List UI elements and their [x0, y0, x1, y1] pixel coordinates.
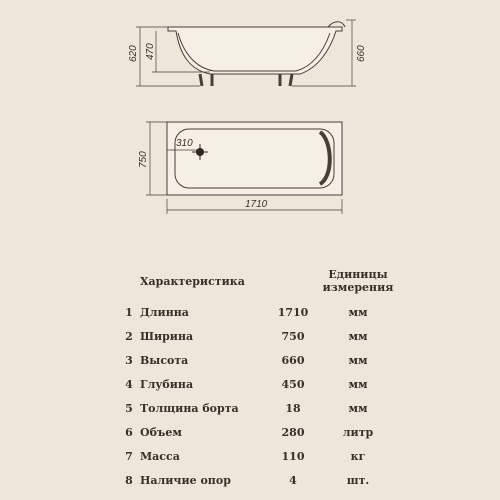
- row-name: Длинна: [140, 305, 189, 319]
- table-row: [118, 348, 398, 372]
- bathtub-top-view: [146, 122, 342, 214]
- row-number: 4: [125, 377, 133, 391]
- row-unit: шт.: [346, 473, 370, 487]
- row-name: Ширина: [140, 329, 194, 343]
- row-unit: мм: [348, 353, 368, 367]
- bathtub-technical-drawing: [0, 0, 500, 235]
- row-value: 18: [285, 401, 301, 415]
- table-row: [118, 324, 398, 348]
- row-value: 280: [281, 425, 305, 439]
- row-name: Наличие опор: [140, 473, 231, 487]
- row-value: 660: [281, 353, 305, 367]
- row-unit: литр: [342, 425, 374, 439]
- dim-length: 1710: [245, 199, 268, 210]
- row-value: 750: [281, 329, 305, 343]
- table-row: [118, 468, 398, 492]
- row-name: Глубина: [140, 377, 194, 391]
- row-number: 1: [125, 305, 133, 319]
- bathtub-side-view: [136, 20, 356, 86]
- dim-height-rim: 620: [128, 45, 139, 62]
- table-row: [118, 444, 398, 468]
- row-unit: мм: [348, 377, 368, 391]
- row-value: 450: [281, 377, 305, 391]
- row-number: 2: [125, 329, 133, 343]
- table-row: [118, 396, 398, 420]
- row-name: Масса: [140, 449, 180, 463]
- row-unit: мм: [348, 329, 368, 343]
- dim-height-total: 660: [356, 45, 367, 62]
- row-value: 1710: [277, 305, 309, 319]
- dim-width: 750: [138, 151, 149, 168]
- table-header-row: [118, 262, 398, 300]
- row-number: 6: [125, 425, 133, 439]
- table-row: [118, 372, 398, 396]
- row-number: 5: [125, 401, 133, 415]
- row-value: 110: [281, 449, 305, 463]
- row-number: 7: [125, 449, 133, 463]
- specifications-table: [118, 262, 398, 492]
- row-number: 8: [125, 473, 133, 487]
- row-name: Толщина борта: [140, 401, 239, 415]
- header-characteristic: Характеристика: [140, 274, 245, 288]
- row-unit: мм: [348, 305, 368, 319]
- header-units: Единицы измерения: [322, 268, 394, 294]
- table-row: [118, 420, 398, 444]
- row-unit: мм: [348, 401, 368, 415]
- dim-drain-offset: 310: [176, 138, 193, 149]
- row-value: 4: [289, 473, 297, 487]
- row-name: Высота: [140, 353, 189, 367]
- table-row: [118, 300, 398, 324]
- row-unit: кг: [350, 449, 366, 463]
- row-number: 3: [125, 353, 133, 367]
- dim-depth: 470: [145, 43, 156, 60]
- row-name: Объем: [140, 425, 182, 439]
